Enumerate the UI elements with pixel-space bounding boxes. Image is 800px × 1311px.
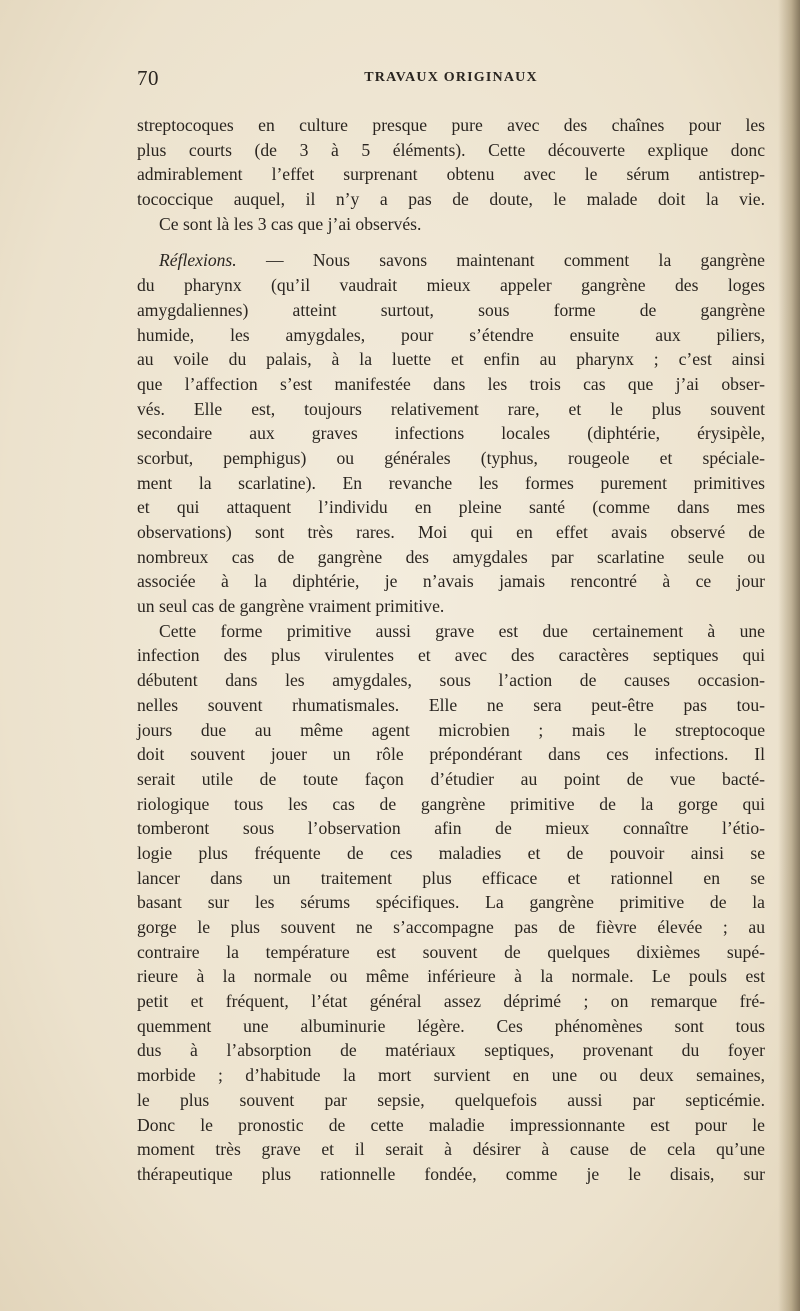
text-line: que l’affection s’est manifestée dans les trois cas que j’ai obser-: [137, 373, 765, 394]
text-line: observations) sont très rares. Moi qui en effet avais observé de: [137, 522, 765, 542]
text-line: [137, 248, 765, 273]
text-line: jours due au même agent microbien ; mais le streptocoque: [137, 719, 765, 740]
text-line: lancer dans un traitement plus efficace et rationnel en se: [137, 867, 765, 888]
text-line: ment la scarlatine). En revanche les formes purement primitives: [137, 472, 765, 493]
text-line: contraire la température est souvent de quelques dixièmes supé-: [137, 941, 765, 962]
text-line: tococcique auquel, il n’y a pas de doute, le malade doit la vie.: [137, 189, 765, 210]
text-line: Donc le pronostic de cette maladie impressionnante est pour le: [137, 1114, 765, 1135]
text-line: secondaire aux graves infections locales (diphtérie, érysipèle,: [137, 423, 765, 444]
text-line: plus courts (de 3 à 5 éléments). Cette découverte explique donc: [137, 139, 765, 160]
text-line: doit souvent jouer un rôle prépondérant dans ces infections. Il: [137, 744, 765, 765]
text-line: serait utile de toute façon d’étudier au point de vue bacté-: [137, 768, 765, 789]
text-line: vés. Elle est, toujours relativement rare, et le plus souvent: [137, 398, 765, 419]
text-line: moment très grave et il serait à désirer à cause de cela qu’une: [137, 1139, 765, 1160]
text-line: quemment une albuminurie légère. Ces phénomènes sont tous: [137, 1015, 765, 1036]
text-line: logie plus fréquente de ces maladies et de pouvoir ainsi se: [137, 842, 765, 863]
text-line: basant sur les sérums spécifiques. La gangrène primitive de la: [137, 892, 765, 913]
paragraph-gap: [137, 236, 765, 248]
section-heading: Réflexions.: [159, 250, 237, 271]
text-line: admirablement l’effet surprenant obtenu avec le sérum antistrep-: [137, 164, 765, 185]
text-line: nombreux cas de gangrène des amygdales par scarlatine seule ou: [137, 546, 765, 567]
text-line: tomberont sous l’observation afin de mieux connaître l’étio-: [137, 818, 765, 839]
text-line: dus à l’absorption de matériaux septiques, provenant du foyer: [137, 1040, 765, 1061]
body-text: [137, 113, 765, 1187]
text-line: un seul cas de gangrène vraiment primitive.: [137, 596, 445, 617]
text-line: débutent dans les amygdales, sous l’action de causes occasion-: [137, 670, 765, 691]
text-line: thérapeutique plus rationnelle fondée, comme je le disais, sur: [137, 1163, 765, 1184]
text-line: du pharynx (qu’il vaudrait mieux appeler gangrène des loges: [137, 275, 765, 296]
text-line: Cette forme primitive aussi grave est due certainement à une: [159, 620, 765, 641]
page-edge-shadow: [778, 0, 800, 1311]
text-line: morbide ; d’habitude la mort survient en une ou deux semaines,: [137, 1065, 765, 1086]
text-line: streptocoques en culture presque pure avec des chaînes pour les: [137, 115, 765, 135]
text-line: petit et fréquent, l’état général assez déprimé ; on remarque fré-: [137, 991, 765, 1012]
text-line: Ce sont là les 3 cas que j’ai observés.: [159, 213, 422, 234]
paragraph-2: [137, 248, 765, 618]
running-title: TRAVAUX ORIGINAUX: [364, 70, 538, 85]
text-line-rest: — Nous savons maintenant comment la gangrène: [236, 250, 765, 271]
text-line: le plus souvent par sepsie, quelquefois aussi par septicémie.: [137, 1089, 765, 1110]
text-line: riologique tous les cas de gangrène primitive de la gorge qui: [137, 793, 765, 814]
text-line: scorbut, pemphigus) ou générales (typhus, rougeole et spéciale-: [137, 447, 765, 468]
text-line: associée à la diphtérie, je n’avais jamais rencontré à ce jour: [137, 571, 765, 592]
text-line: infection des plus virulentes et avec des caractères septiques qui: [137, 645, 765, 666]
paragraph-3: [137, 619, 765, 1187]
text-line: humide, les amygdales, pour s’étendre ensuite aux piliers,: [137, 324, 765, 345]
text-line: au voile du palais, à la luette et enfin au pharynx ; c’est ainsi: [137, 349, 765, 370]
paragraph-1: [137, 113, 765, 236]
page-number: 70: [137, 66, 159, 90]
text-line: nelles souvent rhumatismales. Elle ne sera peut-être pas tou-: [137, 694, 765, 715]
text-line: rieure à la normale ou même inférieure à la normale. Le pouls est: [137, 966, 765, 987]
text-line: et qui attaquent l’individu en pleine santé (comme dans mes: [137, 497, 765, 518]
text-line: amygdaliennes) atteint surtout, sous forme de gangrène: [137, 299, 765, 320]
text-line: gorge le plus souvent ne s’accompagne pas de fièvre élevée ; au: [137, 917, 765, 937]
page-header: [137, 66, 765, 96]
